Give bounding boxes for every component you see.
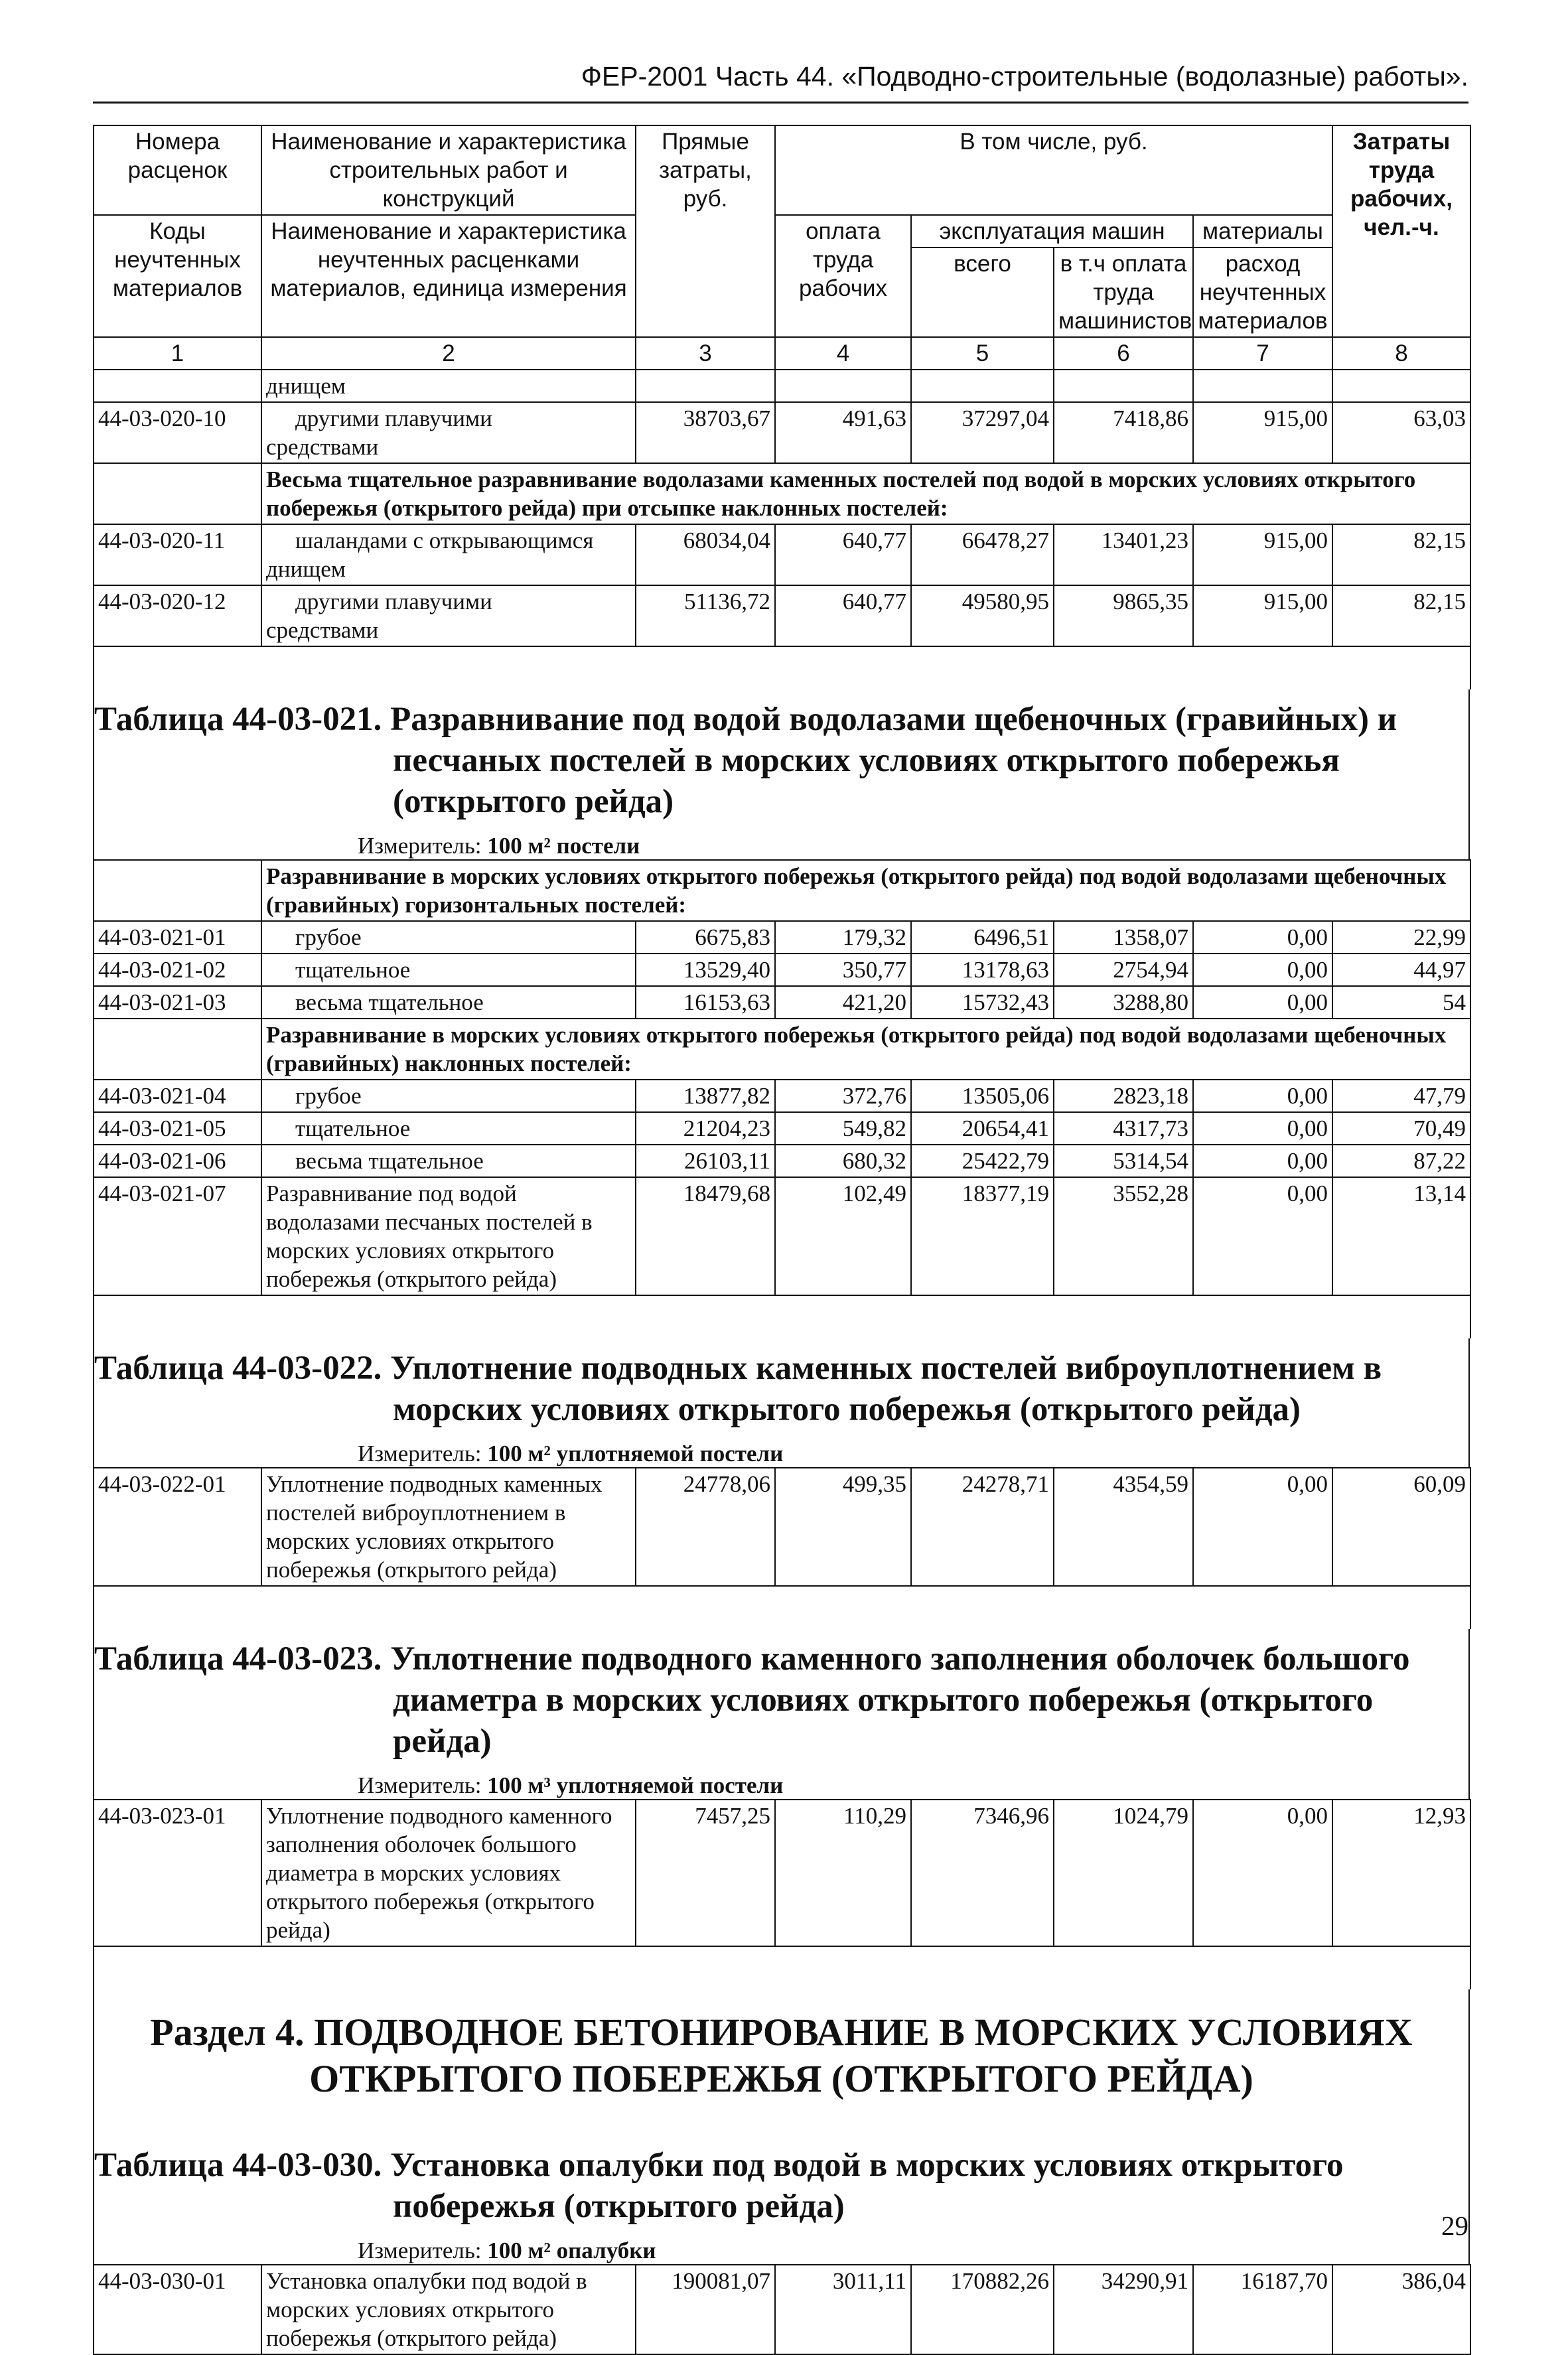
direct-costs: 13877,82: [636, 1080, 775, 1112]
rate-name: другими плавучими: [295, 405, 492, 431]
worker-pay: 491,63: [775, 402, 911, 463]
section-title: Раздел 4. ПОДВОДНОЕ БЕТОНИРОВАНИЕ В МОРСКИХ УСЛОВИЯХ ОТКРЫТОГО ПОБЕРЕЖЬЯ (ОТКРЫТОГО РЕЙДА): [150, 2011, 1413, 2100]
operator-pay: 7418,86: [1054, 402, 1193, 463]
table-021-measure: Измеритель: 100 м² постели: [358, 833, 640, 859]
labor-hours: 44,97: [1332, 954, 1470, 986]
group-heading: Весьма тщательное разравнивание водолазами каменных постелей под водой в морских условиях открытого побережья (открытого рейда) при отсыпке наклонных постелей:: [261, 463, 1470, 524]
materials: 0,00: [1193, 921, 1332, 954]
section-4-block: [93, 1989, 1470, 2264]
direct-costs: 13529,40: [636, 954, 775, 986]
materials: 0,00: [1193, 1468, 1332, 1586]
rate-name: тщательное: [261, 954, 636, 986]
machine-total: 18377,19: [911, 1177, 1054, 1295]
materials: 0,00: [1193, 1800, 1332, 1946]
labor-hours: 82,15: [1332, 585, 1470, 646]
direct-costs: 16153,63: [636, 986, 775, 1019]
col-header-material-name: Наименование и характеристика неучтенных расценками материалов, единица измерения: [261, 215, 636, 337]
rate-name: Уплотнение подводного каменного заполнения оболочек большого диаметра в морских условиях открытого побережья (открытого рейда): [261, 1800, 636, 1946]
machine-total: 24278,71: [911, 1468, 1054, 1586]
worker-pay: 102,49: [775, 1177, 911, 1295]
materials: 0,00: [1193, 1112, 1332, 1145]
machine-total: 170882,26: [911, 2265, 1054, 2354]
running-header: ФЕР-2001 Часть 44. «Подводно-строительные (водолазные) работы».: [581, 61, 1468, 92]
col-header-machine-use: эксплуатация машин: [911, 215, 1193, 248]
rate-name: тщательное: [261, 1112, 636, 1145]
rate-name: грубое: [261, 1080, 636, 1112]
direct-costs: 7457,25: [636, 1800, 775, 1946]
page-number: 29: [1441, 2210, 1468, 2241]
header-rule: [93, 102, 1468, 104]
col-header-rate-numbers: Номера расценок: [94, 125, 261, 215]
worker-pay: 640,77: [775, 585, 911, 646]
labor-hours: 60,09: [1332, 1468, 1470, 1586]
table-021-title: Таблица 44-03-021. Разравнивание под водой водолазами щебеночных (гравийных) и песчаных постелей в морских условиях открытого побережья (открытого рейда): [94, 701, 1397, 820]
machine-total: 7346,96: [911, 1800, 1054, 1946]
col-header-work-name: Наименование и характеристика строительных работ и конструкций: [261, 125, 636, 215]
table-row: [94, 585, 1470, 646]
rate-name: Уплотнение подводных каменных постелей виброуплотнением в морских условиях открытого побережья (открытого рейда): [261, 1468, 636, 1586]
direct-costs: 24778,06: [636, 1468, 775, 1586]
worker-pay: 680,32: [775, 1145, 911, 1177]
direct-costs: 6675,83: [636, 921, 775, 954]
materials: 0,00: [1193, 1080, 1332, 1112]
materials: 16187,70: [1193, 2265, 1332, 2354]
direct-costs: 68034,04: [636, 524, 775, 585]
direct-costs: 26103,11: [636, 1145, 775, 1177]
table-030: [93, 2264, 1471, 2355]
rate-name: днищем: [266, 556, 346, 582]
machine-total: 49580,95: [911, 585, 1054, 646]
worker-pay: 3011,11: [775, 2265, 911, 2354]
table-row: [94, 1145, 1470, 1177]
table-row: [94, 1468, 1470, 1586]
direct-costs: 38703,67: [636, 402, 775, 463]
table-023-title-block: [93, 1629, 1470, 1799]
operator-pay: 9865,35: [1054, 585, 1193, 646]
row-name-continuation: днищем: [261, 370, 636, 402]
worker-pay: 640,77: [775, 524, 911, 585]
rate-code: 44-03-021-02: [94, 954, 261, 986]
rate-name: грубое: [261, 921, 636, 954]
table-row: [94, 524, 1470, 585]
materials: 0,00: [1193, 1145, 1332, 1177]
rate-name: другими плавучими: [295, 589, 492, 614]
worker-pay: 499,35: [775, 1468, 911, 1586]
machine-total: 13505,06: [911, 1080, 1054, 1112]
materials: 915,00: [1193, 585, 1332, 646]
rate-code: 44-03-020-11: [94, 524, 261, 585]
worker-pay: 350,77: [775, 954, 911, 986]
group-heading-row: [94, 1019, 1470, 1080]
col-header-material-codes: Коды неучтенных материалов: [94, 215, 261, 337]
materials: 915,00: [1193, 402, 1332, 463]
rate-code: 44-03-030-01: [94, 2265, 261, 2354]
group-heading: Разравнивание в морских условиях открытого побережья (открытого рейда) под водой водолазами щебеночных (гравийных) наклонных постелей:: [261, 1019, 1470, 1080]
labor-hours: 47,79: [1332, 1080, 1470, 1112]
direct-costs: 190081,07: [636, 2265, 775, 2354]
table-row: [94, 370, 1470, 402]
materials: 0,00: [1193, 1177, 1332, 1295]
rate-code: 44-03-021-04: [94, 1080, 261, 1112]
operator-pay: 3288,80: [1054, 986, 1193, 1019]
labor-hours: 386,04: [1332, 2265, 1470, 2354]
col-number: 8: [1332, 337, 1470, 370]
table-022-measure: Измеритель: 100 м² уплотняемой постели: [358, 1441, 784, 1466]
operator-pay: 3552,28: [1054, 1177, 1193, 1295]
table-022-title-block: [93, 1338, 1470, 1467]
table-021: [93, 859, 1471, 1338]
rate-code: 44-03-021-05: [94, 1112, 261, 1145]
group-heading-row: [94, 860, 1470, 921]
table-023-measure: Измеритель: 100 м³ уплотняемой постели: [358, 1772, 784, 1798]
table-021-title-block: [93, 689, 1470, 859]
group-heading-row: [94, 463, 1470, 524]
rate-code: 44-03-022-01: [94, 1468, 261, 1586]
worker-pay: 110,29: [775, 1800, 911, 1946]
rate-code: 44-03-021-01: [94, 921, 261, 954]
materials: 0,00: [1193, 954, 1332, 986]
table-030-title: Таблица 44-03-030. Установка опалубки под водой в морских условиях открытого побережья (открытого рейда): [94, 2147, 1344, 2225]
table-023-title: Таблица 44-03-023. Уплотнение подводного каменного заполнения оболочек большого диаметра в морских условиях открытого побережья (открытого рейда): [94, 1640, 1410, 1760]
operator-pay: 4354,59: [1054, 1468, 1193, 1586]
worker-pay: 549,82: [775, 1112, 911, 1145]
labor-hours: 12,93: [1332, 1800, 1470, 1946]
rate-name: шаландами с открывающимся: [295, 528, 594, 553]
labor-hours: 82,15: [1332, 524, 1470, 585]
table-022: [93, 1467, 1471, 1629]
col-header-worker-pay: оплата труда рабочих: [775, 215, 911, 337]
page-content: [93, 125, 1470, 2355]
col-number: 7: [1193, 337, 1332, 370]
table-022-title: Таблица 44-03-022. Уплотнение подводных каменных постелей виброуплотнением в морских условиях открытого побережья (открытого рейда): [94, 1350, 1382, 1428]
operator-pay: 2823,18: [1054, 1080, 1193, 1112]
rate-name: весьма тщательное: [261, 986, 636, 1019]
direct-costs: 51136,72: [636, 585, 775, 646]
table-row: [94, 954, 1470, 986]
direct-costs: 18479,68: [636, 1177, 775, 1295]
rate-code: 44-03-020-12: [94, 585, 261, 646]
machine-total: 20654,41: [911, 1112, 1054, 1145]
group-heading: Разравнивание в морских условиях открытого побережья (открытого рейда) под водой водолазами щебеночных (гравийных) горизонтальных постелей:: [261, 860, 1470, 921]
table-row: [94, 1800, 1470, 1946]
rate-code: 44-03-020-10: [94, 402, 261, 463]
table-row: [94, 1080, 1470, 1112]
machine-total: 37297,04: [911, 402, 1054, 463]
labor-hours: 22,99: [1332, 921, 1470, 954]
rate-code: 44-03-021-07: [94, 1177, 261, 1295]
rate-name: Установка опалубки под водой в морских условиях открытого побережья (открытого рейда): [261, 2265, 636, 2354]
operator-pay: 1024,79: [1054, 1800, 1193, 1946]
labor-hours: 63,03: [1332, 402, 1470, 463]
operator-pay: 5314,54: [1054, 1145, 1193, 1177]
col-header-machine-total: всего: [911, 248, 1054, 337]
table-row: [94, 402, 1470, 463]
direct-costs: 21204,23: [636, 1112, 775, 1145]
col-number: 3: [636, 337, 775, 370]
rate-code: 44-03-023-01: [94, 1800, 261, 1946]
col-number: 5: [911, 337, 1054, 370]
machine-total: 25422,79: [911, 1145, 1054, 1177]
materials: 915,00: [1193, 524, 1332, 585]
labor-hours: 13,14: [1332, 1177, 1470, 1295]
machine-total: 13178,63: [911, 954, 1054, 986]
operator-pay: 1358,07: [1054, 921, 1193, 954]
worker-pay: 421,20: [775, 986, 911, 1019]
machine-total: 66478,27: [911, 524, 1054, 585]
operator-pay: 13401,23: [1054, 524, 1193, 585]
col-header-material-consumption: расход неучтенных материалов: [1193, 248, 1332, 337]
col-number: 2: [261, 337, 636, 370]
table-row: [94, 1112, 1470, 1145]
col-number: 6: [1054, 337, 1193, 370]
col-header-including: В том числе, руб.: [775, 125, 1332, 215]
operator-pay: 4317,73: [1054, 1112, 1193, 1145]
table-row: [94, 2265, 1470, 2354]
machine-total: 6496,51: [911, 921, 1054, 954]
col-header-operator-pay: в т.ч оплата труда машинистов: [1054, 248, 1193, 337]
materials: 0,00: [1193, 986, 1332, 1019]
col-number: 4: [775, 337, 911, 370]
labor-hours: 70,49: [1332, 1112, 1470, 1145]
col-header-materials: материалы: [1193, 215, 1332, 248]
table-row: [94, 921, 1470, 954]
worker-pay: 179,32: [775, 921, 911, 954]
labor-hours: 87,22: [1332, 1145, 1470, 1177]
labor-hours: 54: [1332, 986, 1470, 1019]
rate-name: средствами: [266, 617, 379, 643]
rate-name: весьма тщательное: [261, 1145, 636, 1177]
operator-pay: 2754,94: [1054, 954, 1193, 986]
worker-pay: 372,76: [775, 1080, 911, 1112]
table-row: [94, 986, 1470, 1019]
rate-code: 44-03-021-06: [94, 1145, 261, 1177]
rate-code: 44-03-021-03: [94, 986, 261, 1019]
col-header-direct-costs: Прямые затраты, руб.: [636, 125, 775, 337]
table-023: [93, 1799, 1471, 1989]
col-number: 1: [94, 337, 261, 370]
rate-name: Разравнивание под водой водолазами песчаных постелей в морских условиях открытого побережья (открытого рейда): [261, 1177, 636, 1295]
table-030-measure: Измеритель: 100 м² опалубки: [358, 2238, 656, 2263]
rate-name: средствами: [266, 434, 379, 460]
col-header-labor-hours: Затраты труда рабочих, чел.-ч.: [1332, 125, 1470, 337]
operator-pay: 34290,91: [1054, 2265, 1193, 2354]
table-row: [94, 1177, 1470, 1295]
rates-table-head: [93, 125, 1471, 689]
machine-total: 15732,43: [911, 986, 1054, 1019]
